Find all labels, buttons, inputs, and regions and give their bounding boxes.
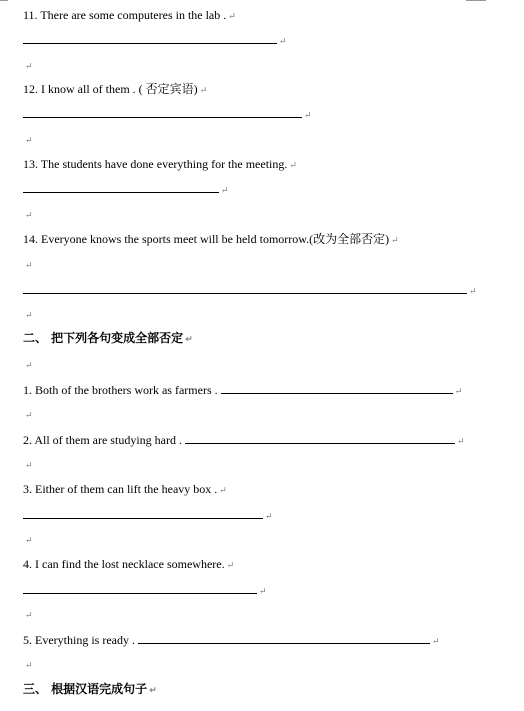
section-heading-3: 三、 根据汉语完成句子 ↵ [23,682,157,696]
section-heading-2: 二、 把下列各句变成全部否定 ↵ [23,331,193,345]
paragraph-mark-icon: ↵ [304,110,312,120]
paragraph-mark-icon: ↵ [25,460,33,470]
paragraph-mark-icon: ↵ [259,586,267,596]
question-12: 12. I know all of them . ( 否定宾语) ↵ [23,82,208,96]
empty-paragraph [23,657,33,672]
paragraph-mark-icon: ↵ [25,310,33,320]
empty-paragraph [23,307,33,322]
page-corner-left [0,0,8,1]
answer-line-s2-4[interactable] [23,582,267,598]
paragraph-mark-icon: ↵ [456,436,465,446]
section2-question-5: 5. Everything is ready . ↵ [23,633,440,647]
empty-paragraph [23,132,33,147]
answer-line-s2-3[interactable] [23,507,273,523]
empty-paragraph [23,407,33,422]
paragraph-mark-icon: ↵ [279,36,287,46]
empty-paragraph [23,457,33,472]
paragraph-mark-icon: ↵ [219,485,227,495]
question-11: 11. There are some computeres in the lab . ↵ [23,8,236,22]
paragraph-mark-icon: ↵ [25,410,33,420]
section2-question-3: 3. Either of them can lift the heavy box . ↵ [23,482,227,496]
answer-blank[interactable] [221,382,453,394]
answer-line-14[interactable] [23,282,477,298]
question-14: 14. Everyone knows the sports meet will be held tomorrow.(改为全部否定) ↵ [23,232,399,246]
paragraph-mark-icon: ↵ [289,160,297,170]
page-corner-right [466,0,486,1]
section2-question-4: 4. I can find the lost necklace somewhere. ↵ [23,557,235,571]
paragraph-mark-icon: ↵ [391,235,399,245]
section2-question-2: 2. All of them are studying hard . ↵ [23,433,465,447]
empty-paragraph [23,257,33,272]
paragraph-mark-icon: ↵ [25,135,33,145]
empty-paragraph [23,357,33,372]
answer-line-11[interactable] [23,32,287,48]
paragraph-mark-icon: ↵ [454,386,463,396]
section2-question-1: 1. Both of the brothers work as farmers . ↵ [23,383,463,397]
empty-paragraph [23,207,33,222]
paragraph-mark-icon: ↵ [199,85,208,95]
answer-line-13[interactable] [23,181,229,197]
answer-blank[interactable] [185,432,455,444]
paragraph-mark-icon: ↵ [185,335,193,345]
answer-line-12[interactable] [23,106,312,122]
paragraph-mark-icon: ↵ [25,610,33,620]
paragraph-mark-icon: ↵ [25,660,33,670]
paragraph-mark-icon: ↵ [25,360,33,370]
paragraph-mark-icon: ↵ [469,286,477,296]
paragraph-mark-icon: ↵ [221,185,229,195]
paragraph-mark-icon: ↵ [25,210,33,220]
paragraph-mark-icon: ↵ [228,11,236,21]
paragraph-mark-icon: ↵ [431,636,440,646]
empty-paragraph [23,532,33,547]
paragraph-mark-icon: ↵ [265,511,273,521]
answer-blank[interactable] [138,632,430,644]
paragraph-mark-icon: ↵ [25,61,33,71]
paragraph-mark-icon: ↵ [226,560,235,570]
question-13: 13. The students have done everything for the meeting. ↵ [23,157,297,171]
paragraph-mark-icon: ↵ [149,686,157,696]
empty-paragraph [23,607,33,622]
empty-paragraph [23,58,33,73]
paragraph-mark-icon: ↵ [25,260,33,270]
paragraph-mark-icon: ↵ [25,535,33,545]
